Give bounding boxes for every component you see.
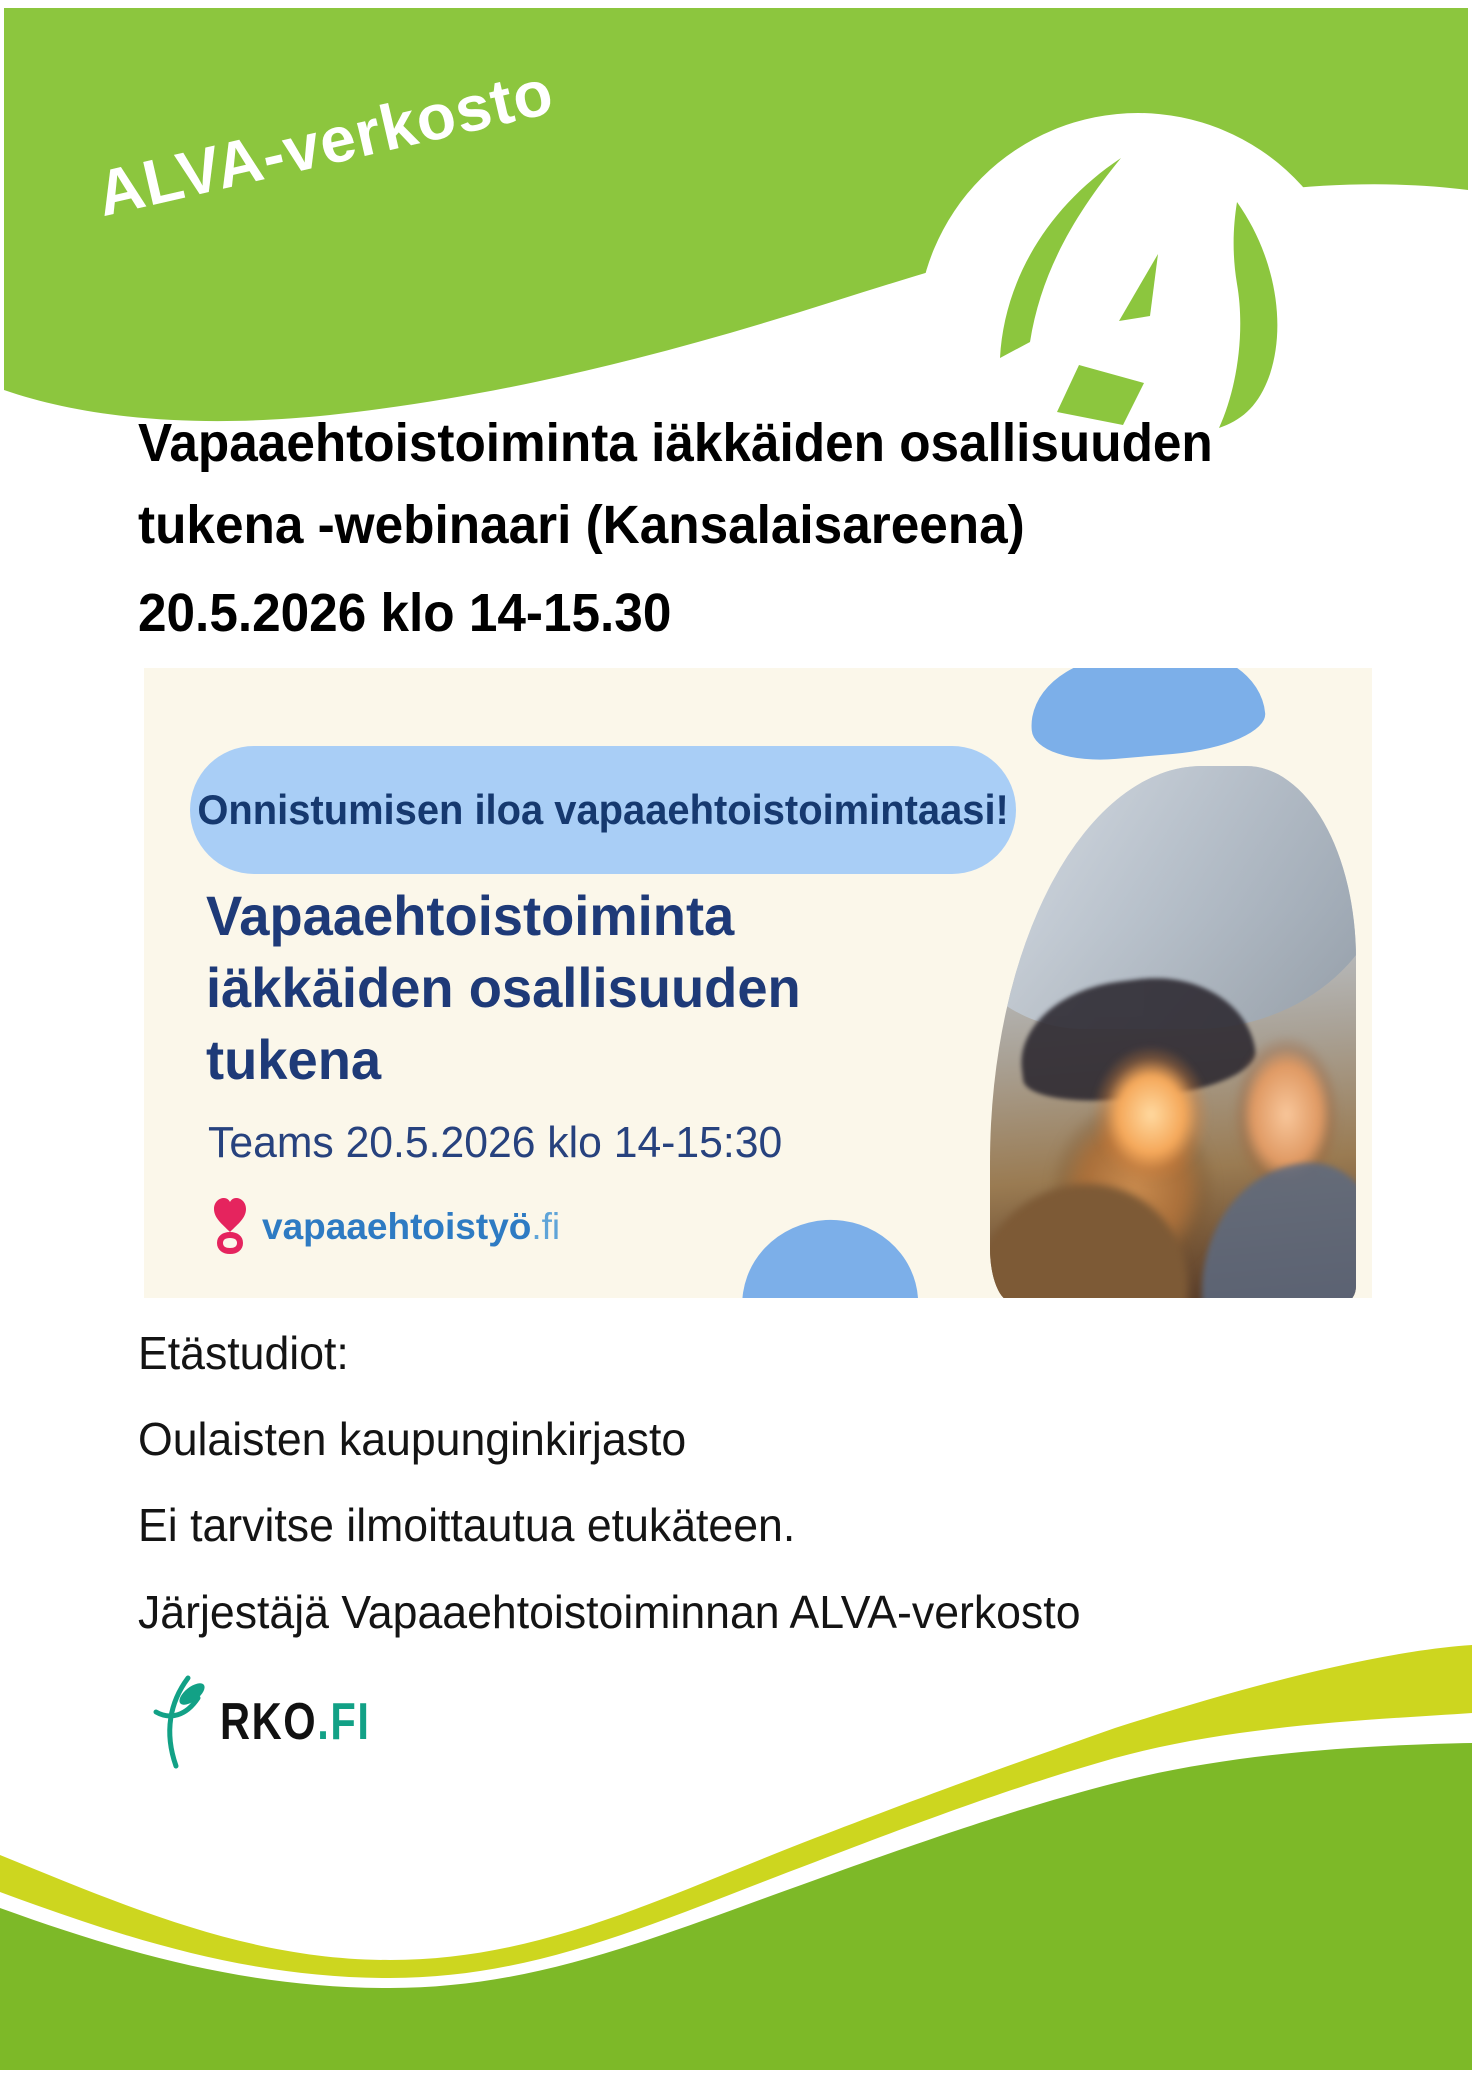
- slogan-badge: [190, 746, 1016, 874]
- detail-line-organizer: Järjestäjä Vapaaehtoistoiminnan ALVA-verkosto: [138, 1586, 1081, 1638]
- footer-wave: [0, 1640, 1472, 2082]
- vapaaehtoistyo-fi-logo: [210, 1196, 560, 1258]
- banner-title-line3: tukena: [206, 1028, 382, 1091]
- event-datetime: 20.5.2026 klo 14-15.30: [138, 583, 672, 643]
- detail-line-library: Oulaisten kaupunginkirjasto: [138, 1413, 687, 1465]
- rko-wordmark: RKO.FI: [220, 1693, 371, 1751]
- decorative-blue-blob-bottom: [738, 1215, 918, 1298]
- banner-title-line2: iäkkäiden osallisuuden: [206, 956, 801, 1019]
- banner-title-line1: Vapaaehtoistoiminta: [206, 884, 735, 947]
- header-wave: [0, 0, 1472, 470]
- detail-line-studios: Etästudiot:: [138, 1327, 349, 1379]
- webinar-banner: [144, 668, 1372, 1298]
- site-logo-text: vapaaehtoistyö.fi: [262, 1206, 561, 1247]
- site-logo-tld: .fi: [531, 1206, 561, 1247]
- photo-two-women-laughing: [990, 766, 1356, 1298]
- photo-face-left: [1092, 1045, 1209, 1184]
- banner-schedule: Teams 20.5.2026 klo 14-15:30: [208, 1118, 783, 1167]
- brand-name: ALVA-verkosto: [89, 55, 560, 231]
- banner-title: [206, 880, 801, 1096]
- detail-line-registration: Ei tarvitse ilmoittautua etukäteen.: [138, 1499, 796, 1551]
- decorative-blue-blob-top: [1026, 668, 1268, 766]
- photo-jacket: [1202, 1163, 1356, 1298]
- heart-pin-icon: [210, 1196, 250, 1258]
- page-title-line1: Vapaaehtoistoiminta iäkkäiden osallisuuden: [138, 413, 1213, 473]
- slogan-badge-label: Onnistumisen iloa vapaaehtoistoimintaasi!: [197, 786, 1009, 833]
- page-title-line2: tukena -webinaari (Kansalaisareena): [138, 495, 1025, 555]
